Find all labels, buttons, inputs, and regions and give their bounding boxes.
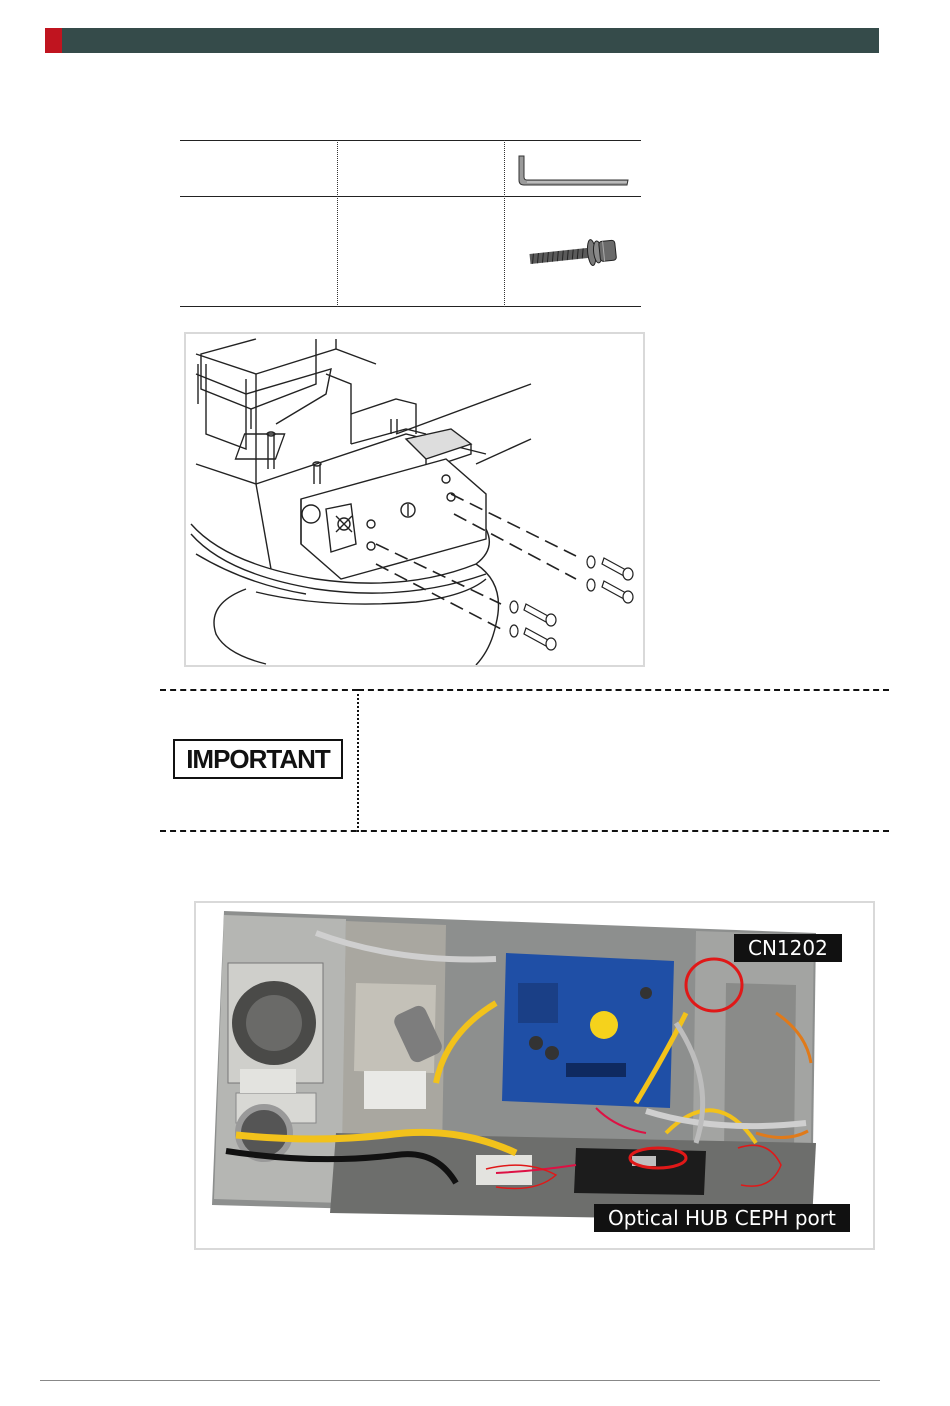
electronics-photo bbox=[194, 901, 875, 1250]
parts-table bbox=[180, 140, 641, 307]
table-row-bolt-name bbox=[180, 197, 337, 306]
optical-hub-ceph-port-label: Optical HUB CEPH port bbox=[594, 1204, 850, 1232]
bolt-icon bbox=[505, 197, 641, 306]
important-note-box bbox=[160, 689, 889, 832]
assembly-drawing bbox=[184, 332, 645, 667]
table-bottom-rule bbox=[180, 306, 641, 307]
bolt-image bbox=[505, 197, 641, 306]
table-row-hex-key-qty bbox=[338, 140, 504, 196]
header-accent bbox=[45, 28, 62, 53]
hex-key-icon bbox=[505, 140, 641, 196]
header-bar bbox=[45, 28, 879, 53]
footer-rule bbox=[40, 1380, 880, 1381]
table-row-hex-key-name bbox=[180, 140, 337, 196]
hex-key-image bbox=[505, 140, 641, 196]
table-row-bolt-qty bbox=[338, 197, 504, 306]
important-note-text bbox=[365, 695, 885, 825]
important-box-divider bbox=[357, 689, 359, 832]
cn1202-label: CN1202 bbox=[734, 934, 842, 962]
assembly-drawing-illustration bbox=[186, 334, 643, 665]
important-label: IMPORTANT bbox=[173, 739, 343, 779]
important-box-bottom-border bbox=[160, 830, 889, 832]
